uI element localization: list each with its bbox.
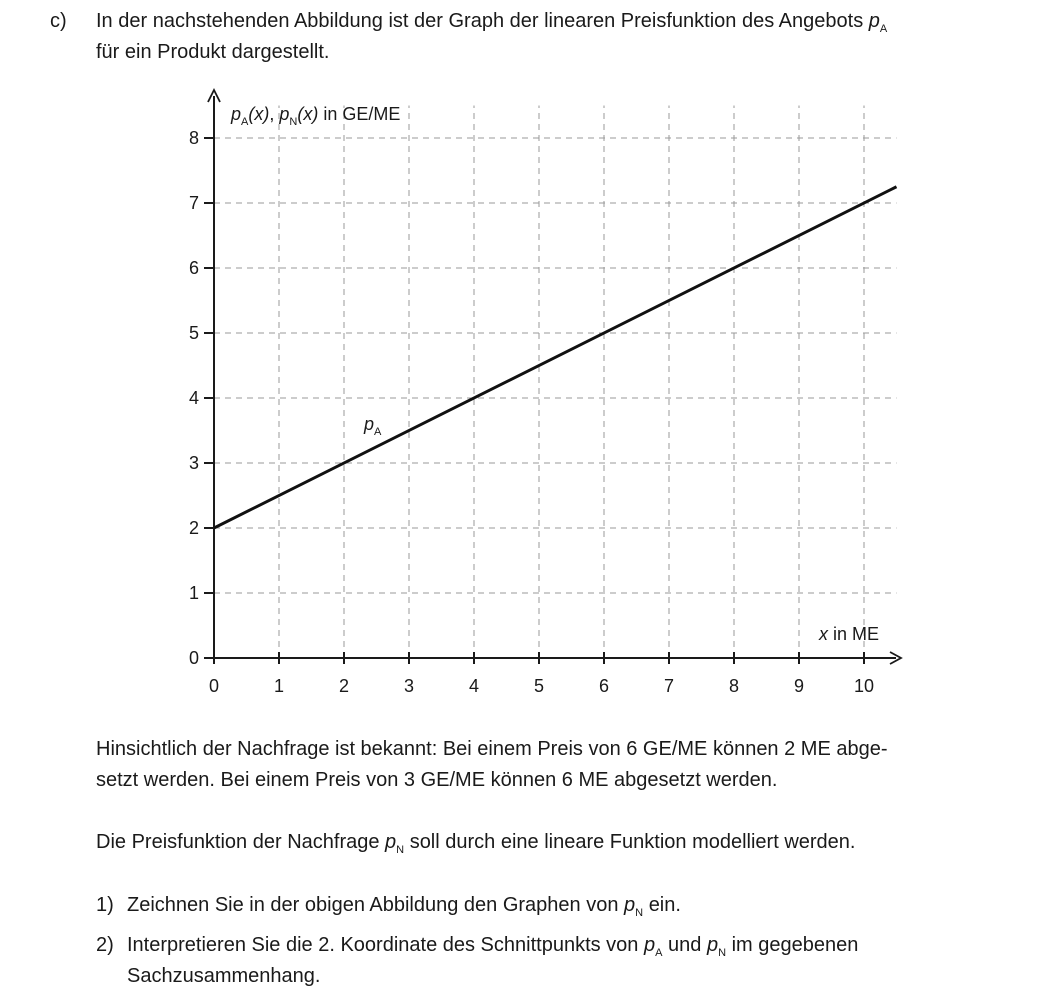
item1-post: ein.	[648, 894, 681, 916]
y-tick-label: 4	[188, 388, 199, 408]
item-2-text	[127, 933, 858, 965]
x-tick-label: 7	[663, 676, 675, 696]
symbol-pa: $p_A$	[644, 934, 663, 959]
intro-line-2: für ein Produkt dargestellt.	[96, 41, 330, 63]
x-tick-label: 3	[403, 676, 415, 696]
item2-pre: Interpretieren Sie die 2. Koordinate des Schnittpunkts von	[127, 934, 639, 956]
y-ticks	[189, 128, 215, 668]
item2-post: im gegebenen	[731, 934, 859, 956]
x-tick-label: 4	[468, 676, 480, 696]
y-tick-label: 6	[188, 258, 199, 278]
intro-text-1: In der nachstehenden Abbildung ist der Graph der linearen Preisfunktion des Angebots	[96, 10, 864, 32]
item-2-number: 2)	[96, 934, 114, 956]
symbol-pn: $p_N$	[624, 894, 644, 919]
symbol-pa: $p_A$	[868, 10, 888, 35]
para2-post: soll durch eine lineare Funktion modelliert werden.	[409, 831, 856, 853]
para1-line-1: Hinsichtlich der Nachfrage ist bekannt: Bei einem Preis von 6 GE/ME können 2 ME abge-	[96, 738, 888, 760]
x-tick-label: 2	[338, 676, 350, 696]
y-tick-label: 2	[188, 518, 199, 538]
x-tick-label: 9	[793, 676, 805, 696]
y-tick-label: 5	[188, 323, 199, 343]
task-label: c)	[50, 10, 67, 32]
para2-line	[96, 830, 855, 862]
item-1-text	[127, 893, 681, 925]
series-layer	[214, 187, 897, 528]
y-tick-label: 1	[188, 583, 199, 603]
y-tick-label: 3	[188, 453, 199, 473]
para2-pre: Die Preisfunktion der Nachfrage	[96, 831, 380, 853]
x-axis-label: x in ME	[819, 624, 880, 644]
series-label-pa: $p_A$	[364, 414, 382, 438]
y-tick-label: 8	[188, 128, 199, 148]
axes	[208, 90, 901, 664]
x-tick-label: 5	[533, 676, 545, 696]
x-tick-label: 1	[273, 676, 285, 696]
y-tick-label: 0	[188, 648, 199, 668]
item-2-line-2: Sachzusammenhang.	[127, 965, 321, 987]
symbol-pn: $p_N$	[706, 934, 727, 959]
y-axis-label: $p_A(x)$, $p_N(x)$ in GE/ME	[231, 104, 401, 128]
y-tick-label: 7	[188, 193, 199, 213]
symbol-pn: $p_N$	[385, 831, 405, 856]
item-1-number: 1)	[96, 894, 114, 916]
item1-pre: Zeichnen Sie in der obigen Abbildung den Graphen von	[127, 894, 619, 916]
para1-line-2: setzt werden. Bei einem Preis von 3 GE/ME können 6 ME abgesetzt werden.	[96, 769, 778, 791]
grid-lines	[214, 106, 897, 659]
x-tick-label: 6	[598, 676, 610, 696]
series-line-pa	[214, 187, 897, 528]
x-tick-label: 0	[208, 676, 220, 696]
x-tick-label: 8	[728, 676, 740, 696]
item2-mid: und	[668, 934, 702, 956]
x-tick-label: 10	[853, 676, 875, 696]
